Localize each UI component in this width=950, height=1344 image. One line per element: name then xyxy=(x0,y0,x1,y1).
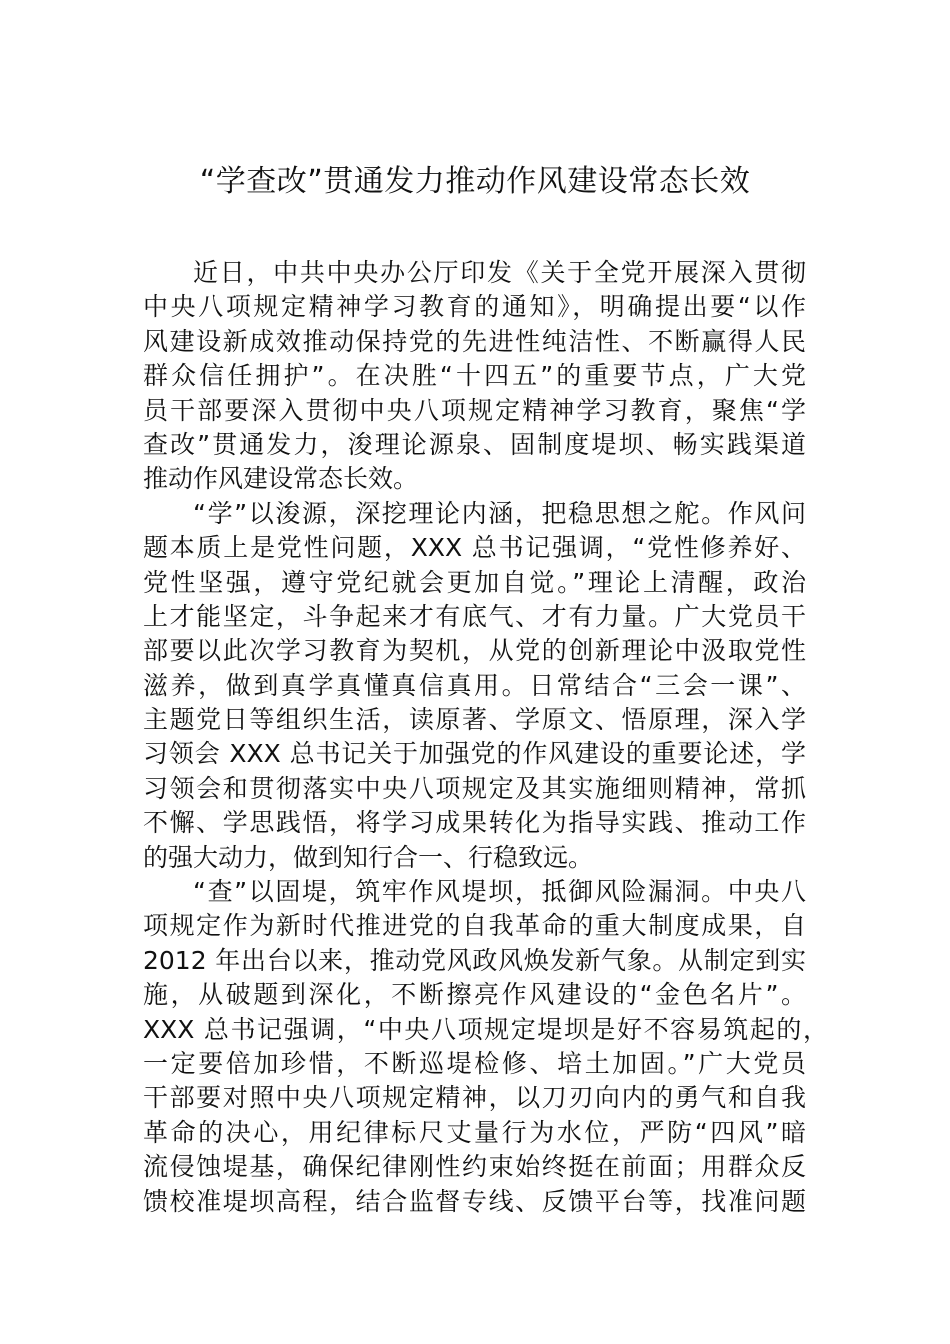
text-line: 风建设新成效推动保持党的先进性纯洁性、不断赢得人民 xyxy=(143,326,806,356)
text-line: 习领会 XXX 总书记关于加强党的作风建设的重要论述，学 xyxy=(143,739,806,769)
text-line: 干部要对照中央八项规定精神，以刀刃向内的勇气和自我 xyxy=(143,1083,806,1113)
paragraph-2 xyxy=(143,497,806,875)
text-line: 员干部要深入贯彻中央八项规定精神学习教育，聚焦“学 xyxy=(143,395,806,425)
text-line: 2012 年出台以来，推动党风政风焕发新气象。从制定到实 xyxy=(143,945,806,975)
paragraph-1 xyxy=(143,256,806,497)
text-line: 一定要倍加珍惜，不断巡堤检修、培土加固。”广大党员 xyxy=(143,1048,806,1078)
text-line: “查”以固堤，筑牢作风堤坝，抵御风险漏洞。中央八 xyxy=(193,877,806,907)
text-line: 查改”贯通发力，浚理论源泉、固制度堤坝、畅实践渠道 xyxy=(143,429,806,459)
text-line: 群众信任拥护”。在决胜“十四五”的重要节点，广大党 xyxy=(143,361,806,391)
text-line: 施，从破题到深化，不断擦亮作风建设的“金色名片”。 xyxy=(143,980,806,1010)
text-line: 题本质上是党性问题，XXX 总书记强调，“党性修养好、 xyxy=(143,533,806,563)
text-line: “学”以浚源，深挖理论内涵，把稳思想之舵。作风问 xyxy=(193,498,806,528)
text-line: 馈校准堤坝高程，结合监督专线、反馈平台等，找准问题 xyxy=(143,1186,806,1216)
document-title: “学查改”贯通发力推动作风建设常态长效 xyxy=(199,164,751,199)
text-line: 党性坚强，遵守党纪就会更加自觉。”理论上清醒，政治 xyxy=(143,567,806,597)
paragraph-3 xyxy=(143,875,828,1219)
text-line: 近日，中共中央办公厅印发《关于全党开展深入贯彻 xyxy=(193,258,806,287)
text-line: 的强大动力，做到知行合一、行稳致远。 xyxy=(143,842,594,872)
text-line: 习领会和贯彻落实中央八项规定及其实施细则精神，常抓 xyxy=(143,773,806,803)
text-line: 上才能坚定，斗争起来才有底气、才有力量。广大党员干 xyxy=(143,601,806,631)
text-line: 不懈、学思践悟，将学习成果转化为指导实践、推动工作 xyxy=(143,808,806,838)
text-line: XXX 总书记强调，“中央八项规定堤坝是好不容易筑起的， xyxy=(143,1014,828,1044)
text-line: 部要以此次学习教育为契机，从党的创新理论中汲取党性 xyxy=(143,636,806,666)
text-line: 流侵蚀堤基，确保纪律刚性约束始终挺在前面；用群众反 xyxy=(143,1152,806,1182)
text-line: 中央八项规定精神学习教育的通知》，明确提出要“以作 xyxy=(143,292,806,322)
text-line: 革命的决心，用纪律标尺丈量行为水位，严防“四风”暗 xyxy=(143,1117,806,1147)
text-line: 推动作风建设常态长效。 xyxy=(143,464,419,494)
text-line: 滋养，做到真学真懂真信真用。日常结合“三会一课”、 xyxy=(143,670,806,700)
text-line: 主题党日等组织生活，读原著、学原文、悟原理，深入学 xyxy=(143,705,806,735)
document-body xyxy=(143,256,828,1219)
text-line: 项规定作为新时代推进党的自我革命的重大制度成果，自 xyxy=(143,911,806,941)
